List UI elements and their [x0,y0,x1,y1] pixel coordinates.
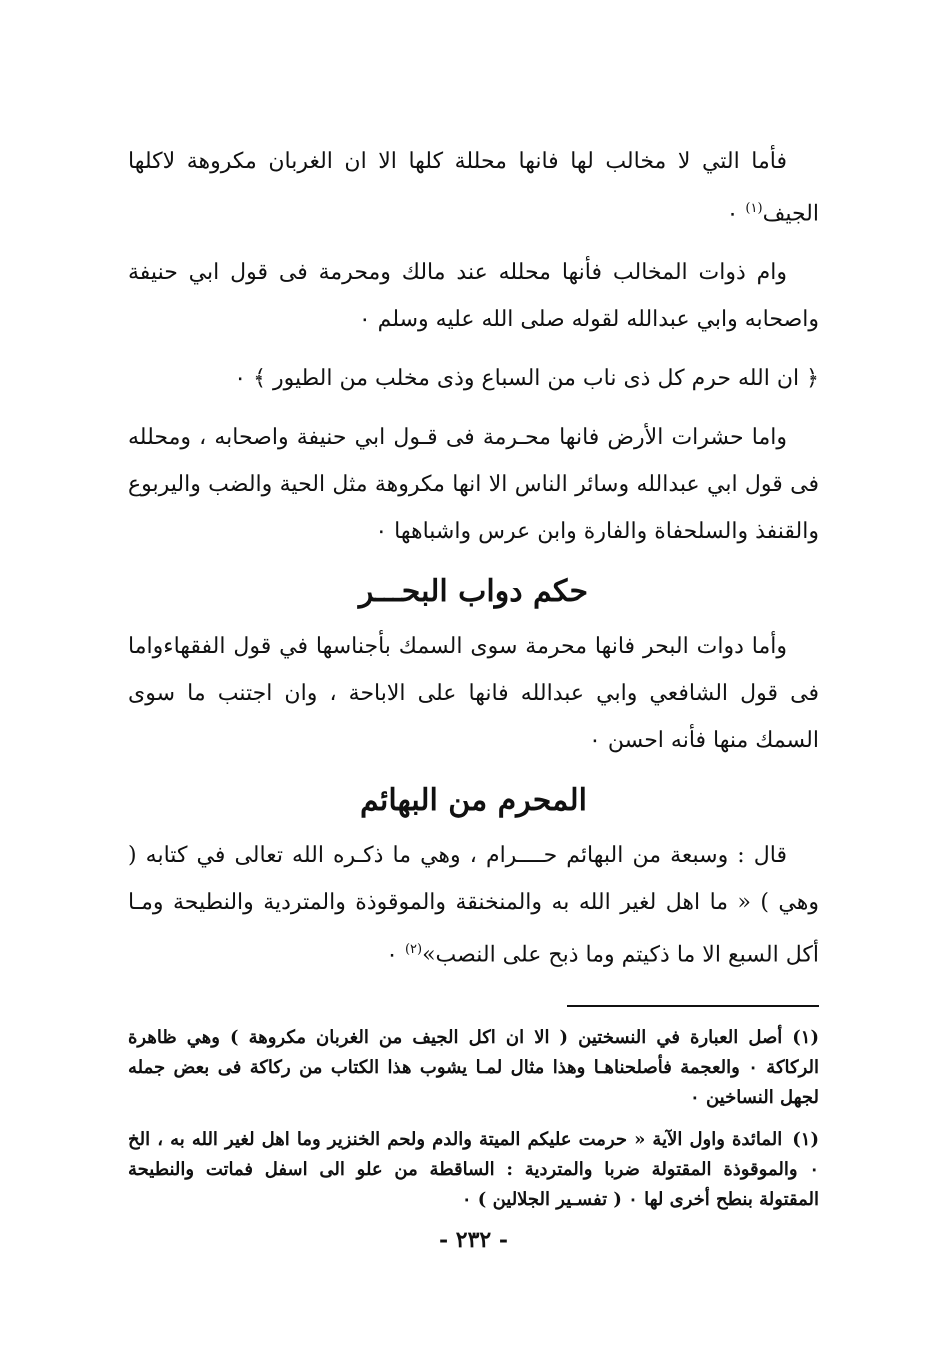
page-number: - ٢٣٢ - [438,1226,509,1253]
paragraph-talons: وام ذوات المخالب فأنها محلله عند مالك ومحرمة فى قول ابي حنيفة واصحابه وابي عبدالله لقوله صلى الله عليه وسلم ٠ [128,260,819,333]
section-heading-sea-animals: حكم دواب البحـــر [358,574,589,610]
footnotes [128,1023,819,1215]
footnote-item [128,1125,819,1215]
paragraph-seven-forbidden [128,832,819,978]
body-section-1 [128,138,819,555]
footnote-number: (١) [792,1128,819,1150]
footnote-ref: (١) [745,201,763,216]
body-section-3 [128,832,819,978]
paragraph-text: قال : وسبعة من البهائم حــــرام ، وهي ما ذكـره الله تعالى في كتابه ( وهي ) « ما اهل لغير الله به والمنخنقة والموقوذة والمتردية والنطيحة ومـا أكل السبع الا ما ذكيتم وما ذبح على النصب» [128,843,819,968]
footnote-ref: (٢) [404,942,423,958]
paragraph-end: ٠ [386,942,405,968]
section-heading-forbidden-beasts: المحرم من البهائم [360,783,587,819]
footnote-divider [567,1005,819,1007]
paragraph-crows [128,138,819,237]
footnote-text: أصل العبارة في النسختين ( الا ان اكل الجيف من الغربان مكروهة ) وهي ظاهرة الركاكة ٠ والعجمة فأصلحناهـا وهذا مثال لمـا يشوب هذا الكتاب من ركاكة فى بعض جمله لجهل النساخين ٠ [128,1026,819,1108]
body-section-2 [128,623,819,764]
paragraph-hadith-quote: ﴿ ان الله حرم كل ذى ناب من السباع وذى مخلب من الطيور ﴾ ٠ [234,366,819,392]
paragraph-insects: واما حشرات الأرض فانها محـرمة فى قـول ابي حنيفة واصحابه ، ومحلله فى قول ابي عبدالله وسائر الناس الا انها مكروهة مثل الحية والضب واليربوع والقنفذ والسلحفاة والفارة وابن عرس واشباهها ٠ [128,425,819,545]
footnote-item [128,1023,819,1113]
paragraph-end: ٠ [726,201,746,227]
footnote-text: المائدة واول الآية « حرمت عليكم الميتة والدم ولحم الخنزير وما اهل لغير الله به ، الخ ٠ والموقوذة المقتولة ضربا والمتردية : الساقطة من علو الى اسفل فماتت والنطيحة المقتولة بنطح أخرى لها ٠ ( تفسـير الجلالين ) ٠ [128,1128,819,1210]
footnote-number: (١) [792,1026,819,1048]
paragraph-sea-animals: وأما دوات البحر فانها محرمة سوى السمك بأجناسها في قول الفقهاءواما فى قول الشافعي وابي عبدالله فانها على الاباحة ، وان اجتنب ما سوى السمك منها فأنه احسن ٠ [128,634,819,754]
paragraph-text: فأما التي لا مخالب لها فانها محللة كلها الا ان الغربان مكروهة لاكلها الجيف [128,149,819,227]
